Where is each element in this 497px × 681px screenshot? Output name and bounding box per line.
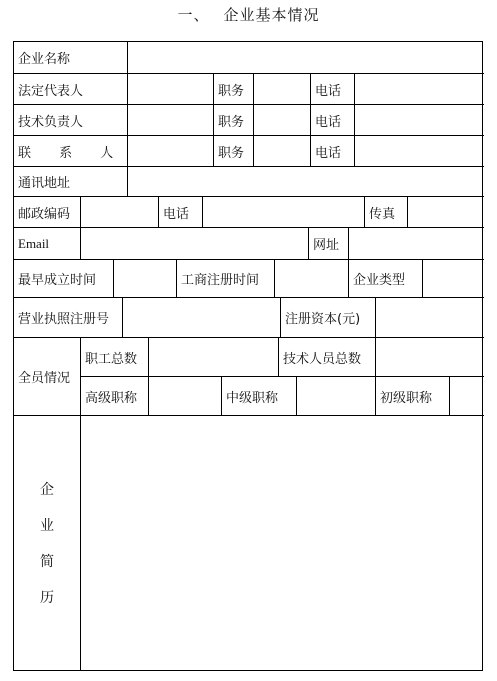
- legal-rep-position-label: 职务: [214, 74, 254, 105]
- tech-lead-label: 技术负责人: [14, 105, 128, 136]
- capital-field[interactable]: [376, 298, 484, 338]
- postcode-field[interactable]: [81, 197, 159, 228]
- capital-label: 注册资本(元): [281, 298, 376, 338]
- tech-staff-label: 技术人员总数: [279, 338, 376, 377]
- contact-label: 联 系 人: [14, 136, 128, 167]
- office-phone-field[interactable]: [203, 197, 365, 228]
- office-phone-label: 电话: [159, 197, 203, 228]
- legal-rep-position-field[interactable]: [254, 74, 311, 105]
- company-type-label: 企业类型: [349, 260, 423, 298]
- tech-lead-position-label: 职务: [214, 105, 254, 136]
- website-field[interactable]: [349, 228, 484, 260]
- contact-position-field[interactable]: [254, 136, 311, 167]
- mid-title-field[interactable]: [297, 377, 376, 416]
- tech-lead-field[interactable]: [128, 105, 214, 136]
- section-number: 一、: [177, 6, 210, 24]
- founded-field[interactable]: [114, 260, 177, 298]
- address-label: 通讯地址: [14, 167, 128, 197]
- senior-title-label: 高级职称: [81, 377, 149, 416]
- junior-title-label: 初级职称: [376, 377, 450, 416]
- profile-label-char: 简: [40, 554, 54, 570]
- tech-staff-field[interactable]: [376, 338, 484, 377]
- fax-field[interactable]: [408, 197, 484, 228]
- registered-time-field[interactable]: [275, 260, 349, 298]
- registered-time-label: 工商注册时间: [177, 260, 275, 298]
- company-info-form: [13, 41, 483, 671]
- profile-label-char: 历: [40, 590, 54, 606]
- legal-rep-phone-field[interactable]: [355, 74, 484, 105]
- contact-field[interactable]: [128, 136, 214, 167]
- address-field[interactable]: [128, 167, 484, 197]
- postcode-label: 邮政编码: [14, 197, 81, 228]
- legal-rep-field[interactable]: [128, 74, 214, 105]
- company-name-label: 企业名称: [14, 42, 128, 74]
- license-label: 营业执照注册号: [14, 298, 123, 338]
- tech-lead-phone-label: 电话: [311, 105, 355, 136]
- fax-label: 传真: [365, 197, 408, 228]
- legal-rep-label: 法定代表人: [14, 74, 128, 105]
- profile-field[interactable]: [81, 416, 484, 670]
- founded-label: 最早成立时间: [14, 260, 114, 298]
- contact-position-label: 职务: [214, 136, 254, 167]
- tech-lead-position-field[interactable]: [254, 105, 311, 136]
- junior-title-field[interactable]: [450, 377, 484, 416]
- senior-title-field[interactable]: [149, 377, 222, 416]
- email-field[interactable]: [81, 228, 309, 260]
- staff-label: 全员情况: [14, 338, 81, 416]
- profile-label-char: 企: [40, 482, 54, 498]
- company-name-field[interactable]: [128, 42, 484, 74]
- legal-rep-phone-label: 电话: [311, 74, 355, 105]
- website-label: 网址: [309, 228, 349, 260]
- email-label: Email: [14, 228, 81, 260]
- company-type-field[interactable]: [423, 260, 484, 298]
- profile-label: [14, 416, 81, 670]
- section-title: 企业基本情况: [223, 6, 320, 24]
- document-title: [0, 4, 497, 25]
- profile-label-char: 业: [40, 518, 54, 534]
- contact-phone-label: 电话: [311, 136, 355, 167]
- tech-lead-phone-field[interactable]: [355, 105, 484, 136]
- mid-title-label: 中级职称: [222, 377, 297, 416]
- contact-phone-field[interactable]: [355, 136, 484, 167]
- total-staff-label: 职工总数: [81, 338, 149, 377]
- total-staff-field[interactable]: [149, 338, 279, 377]
- license-field[interactable]: [123, 298, 281, 338]
